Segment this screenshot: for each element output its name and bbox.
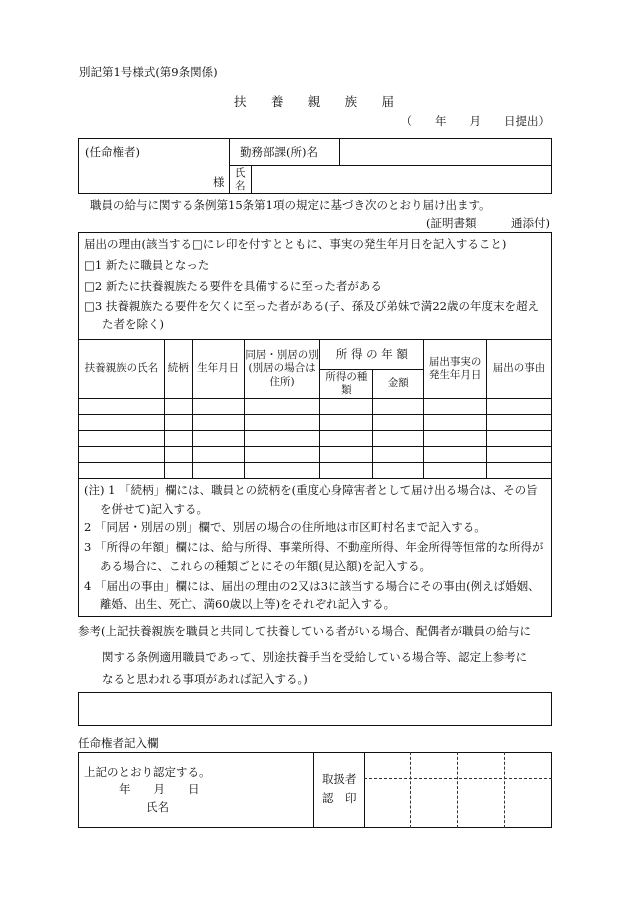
col-name: 扶養親族の氏名 bbox=[79, 340, 165, 399]
name-label-2: 名 bbox=[235, 180, 246, 192]
title-char: 養 bbox=[270, 94, 284, 109]
name-input[interactable] bbox=[253, 167, 549, 192]
reason-option-2[interactable]: □2 新たに扶養親族たる要件を具備するに至った者がある bbox=[84, 279, 382, 293]
certify-text: 上記のとおり認定する。 bbox=[84, 765, 211, 779]
sama-label: 様 bbox=[213, 175, 225, 189]
col-event-line-1: 届出事実の bbox=[428, 355, 482, 368]
name-label-1: 氏 bbox=[235, 167, 246, 179]
form-number: 別記第1号様式(第9条関係) bbox=[79, 65, 218, 79]
col-residence-line-2: (別居の場合は bbox=[248, 362, 316, 375]
reason-header: 届出の理由(該当する□にレ印を付すとともに、事実の発生年月日を記入すること) bbox=[84, 237, 507, 251]
handler-label-2: 認 印 bbox=[322, 791, 357, 805]
col-birth: 生年月日 bbox=[192, 340, 244, 399]
col-reason: 届出の事由 bbox=[487, 340, 552, 399]
dept-input[interactable] bbox=[340, 140, 550, 164]
note-4b: 離婚、出生、死亡、満60歳以上等)をそれぞれ記入する。 bbox=[100, 597, 396, 611]
reference-line-1: 参考(上記扶養親族を職員と共同して扶養している者がいる場合、配偶者が職員の給与に bbox=[78, 624, 531, 638]
certify-date: 年 月 日 bbox=[119, 782, 200, 796]
col-residence bbox=[244, 340, 320, 399]
table-row[interactable] bbox=[79, 447, 552, 463]
col-income-type: 所得の種類 bbox=[320, 370, 373, 399]
note-2: 2 「同居・別居の別」欄で、別居の場合の住所地は市区町村名まで記入する。 bbox=[84, 520, 486, 534]
col-event-line-2: 発生年月日 bbox=[428, 369, 482, 381]
col-income: 所 得 の 年 額 bbox=[320, 340, 424, 370]
dependents-table bbox=[78, 339, 552, 479]
table-row[interactable] bbox=[79, 399, 552, 415]
title-char: 族 bbox=[344, 94, 358, 109]
col-event-date bbox=[424, 340, 487, 399]
note-3b: ある場合に、これらの種類ごとにその年額(見込額)を記入する。 bbox=[100, 559, 431, 573]
col-residence-line-1: 同居・別居の別 bbox=[245, 349, 319, 362]
table-row[interactable] bbox=[79, 463, 552, 479]
table-row[interactable] bbox=[79, 415, 552, 431]
col-residence-line-3: 住所) bbox=[269, 375, 295, 388]
note-1b: を併せて)記入する。 bbox=[100, 502, 208, 516]
title-char: 親 bbox=[307, 94, 321, 109]
reason-option-1[interactable]: □1 新たに職員となった bbox=[84, 258, 210, 272]
appointer-label: (任命権者) bbox=[85, 145, 140, 159]
col-relation: 続柄 bbox=[164, 340, 192, 399]
declaration-text: 職員の給与に関する条例第15条第1項の規定に基づき次のとおり届け出ます。 bbox=[90, 198, 491, 212]
reason-option-3[interactable]: □3 扶養親族たる要件を欠くに至った者がある(子、孫及び弟妹で満22歳の年度末を超え bbox=[84, 299, 539, 313]
note-4a: 4 「届出の事由」欄には、届出の理由の2又は3に該当する場合にその事由(例えば婚姻、 bbox=[84, 579, 540, 593]
appointer-section-title: 任命権者記入欄 bbox=[78, 736, 159, 750]
reference-input-box[interactable] bbox=[78, 692, 552, 726]
reference-line-3: なると思われる事項があれば記入する。) bbox=[102, 672, 308, 686]
handler-label-1: 取扱者 bbox=[322, 772, 357, 786]
reason-option-3-cont: た者を除く) bbox=[102, 317, 164, 331]
form-title bbox=[234, 92, 394, 108]
col-income-amount: 金額 bbox=[373, 370, 424, 399]
title-char: 届 bbox=[381, 94, 394, 109]
certificates-text: (証明書類 通添付) bbox=[426, 216, 550, 230]
note-1a: (注) 1 「続柄」欄には、職員との続柄を(重度心身障害者として届け出る場合は、その旨 bbox=[84, 483, 538, 497]
submission-date: （ 年 月 日提出） bbox=[400, 114, 550, 128]
seal-area[interactable] bbox=[366, 780, 550, 826]
dept-label: 勤務部課(所)名 bbox=[240, 145, 318, 159]
table-row[interactable] bbox=[79, 431, 552, 447]
reference-line-2: 関する条例適用職員であって、別途扶養手当を受給している場合等、認定上参考に bbox=[102, 650, 528, 664]
certify-name: 氏名 bbox=[146, 800, 169, 814]
title-char: 扶 bbox=[234, 94, 247, 109]
note-3a: 3 「所得の年額」欄には、給与所得、事業所得、不動産所得、年金所得等恒常的な所得が bbox=[84, 540, 544, 554]
